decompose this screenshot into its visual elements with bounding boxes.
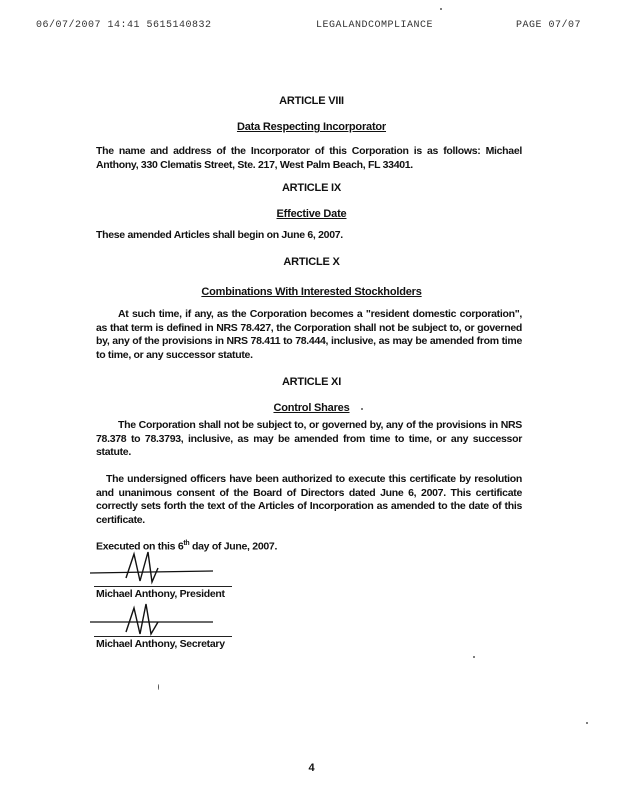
executed-prefix: Executed on this 6 [96,540,184,553]
president-signature-line [94,586,232,587]
certification-paragraph: The undersigned officers have been authorized to execute this certificate by resolution and unanimous consent of the Board of Directors dated June 6, 2007. This certificate correctly sets forth the text of the Articles of Incorporation as amended to the date of this certificate. [96,473,522,526]
secretary-name-title: Michael Anthony, Secretary [96,638,225,650]
executed-rest: day of June, 2007. [189,540,278,553]
scan-speck [473,656,475,658]
fax-header-datetime: 06/07/2007 14:41 5615140832 [36,20,212,31]
article-ix-heading: ARTICLE IX [281,182,342,194]
president-name-title: Michael Anthony, President [96,588,225,600]
article-viii-body: The name and address of the Incorporator of this Corporation is as follows: Michael Anthony, 330 Clematis Street, Ste. 217, West Palm Beach, FL 33401. [96,145,522,171]
fax-header-page: PAGE 07/07 [516,20,582,31]
article-xi-heading: ARTICLE XI [281,376,342,388]
article-xi-body: The Corporation shall not be subject to, or governed by, any of the provisions in NRS 78.378 to 78.3793, inclusive, as may be amended from time to time, or any successor statute. [96,419,522,458]
article-x-body: At such time, if any, as the Corporation becomes a "resident domestic corporation", as that term is defined in NRS 78.427, the Corporation shall not be subject to, or governed by, any of the provisions in NRS 78.411 to 78.444, inclusive, as may be amended from time to time, or any successor statute. [96,308,522,361]
article-viii-heading: ARTICLE VIII [279,95,344,107]
article-ix-body: These amended Articles shall begin on June 6, 2007. [96,229,343,241]
scan-speck [158,684,159,690]
article-xi-title: Control Shares [273,402,350,414]
scan-speck [361,408,363,410]
article-ix-title: Effective Date [276,208,347,220]
article-x-title: Combinations With Interested Stockholders [201,286,422,298]
president-signature [88,548,228,588]
article-viii-title: Data Respecting Incorporator [236,121,387,133]
page-number: 4 [308,762,315,774]
executed-ordinal-suffix: th [183,540,190,547]
secretary-signature [88,600,228,640]
fax-header-sender: LEGALANDCOMPLIANCE [316,20,434,31]
secretary-signature-line [94,636,232,637]
scan-speck [586,722,588,724]
scan-speck [440,8,442,10]
article-x-heading: ARTICLE X [283,256,340,268]
